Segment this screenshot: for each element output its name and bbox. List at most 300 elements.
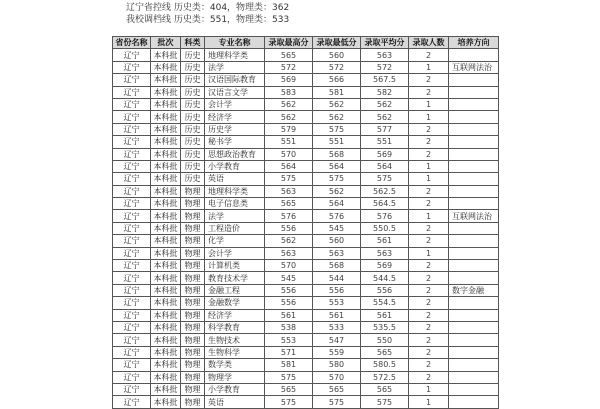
min-score-cell: 562 [313,185,361,197]
subject-cell: 历史 [181,123,205,135]
direction-cell [449,371,499,383]
direction-cell [449,74,499,86]
min-score-cell: 544 [313,272,361,284]
subject-cell: 历史 [181,98,205,110]
subject-cell: 历史 [181,111,205,123]
min-score-cell: 580 [313,359,361,371]
count-cell: 2 [409,49,449,61]
major-cell: 英语 [205,173,265,185]
avg-score-cell: 556 [361,284,409,296]
direction-cell [449,185,499,197]
direction-cell [449,272,499,284]
min-score-cell: 533 [313,321,361,333]
major-cell: 秘书学 [205,136,265,148]
avg-score-cell: 554.5 [361,297,409,309]
batch-cell: 本科批 [151,297,181,309]
subject-cell: 物理 [181,198,205,210]
max-score-cell: 563 [265,247,313,259]
batch-cell: 本科批 [151,111,181,123]
subject-cell: 历史 [181,74,205,86]
count-cell: 1 [409,383,449,395]
province-cell: 辽宁 [113,185,151,197]
table-row [113,359,499,371]
avg-score-cell: 563 [361,247,409,259]
avg-score-cell: 562 [361,111,409,123]
max-score-cell: 556 [265,297,313,309]
major-cell: 金融数学 [205,297,265,309]
batch-cell: 本科批 [151,185,181,197]
avg-score-cell: 569 [361,148,409,160]
batch-cell: 本科批 [151,74,181,86]
min-score-cell: 581 [313,86,361,98]
count-cell: 2 [409,371,449,383]
table-row [113,74,499,86]
count-cell: 1 [409,396,449,408]
batch-cell: 本科批 [151,383,181,395]
batch-cell: 本科批 [151,160,181,172]
min-score-cell: 559 [313,346,361,358]
subject-cell: 物理 [181,247,205,259]
subject-cell: 历史 [181,136,205,148]
major-cell: 汉语言文学 [205,86,265,98]
avg-score-cell: 572 [361,61,409,73]
province-cell: 辽宁 [113,346,151,358]
province-cell: 辽宁 [113,371,151,383]
direction-cell [449,309,499,321]
max-score-cell: 556 [265,284,313,296]
major-cell: 小学教育 [205,160,265,172]
count-header: 录取人数 [409,37,449,49]
min-score-cell: 576 [313,210,361,222]
max-score-cell: 545 [265,272,313,284]
batch-cell: 本科批 [151,210,181,222]
min-score-cell: 565 [313,383,361,395]
table-row [113,123,499,135]
count-cell: 2 [409,74,449,86]
count-cell: 2 [409,297,449,309]
min-score-cell: 564 [313,198,361,210]
direction-cell [449,136,499,148]
batch-cell: 本科批 [151,371,181,383]
major-cell: 会计学 [205,247,265,259]
table-row [113,86,499,98]
province-cell: 辽宁 [113,297,151,309]
avg-score-cell: 544.5 [361,272,409,284]
max-score-cell: 565 [265,198,313,210]
subject-cell: 物理 [181,210,205,222]
major-cell: 英语 [205,396,265,408]
min-score-cell: 575 [313,396,361,408]
min-score-cell: 575 [313,123,361,135]
count-cell: 2 [409,123,449,135]
batch-cell: 本科批 [151,309,181,321]
subject-cell: 物理 [181,334,205,346]
max-score-cell: 564 [265,160,313,172]
major-header: 专业名称 [205,37,265,49]
count-cell: 1 [409,98,449,110]
batch-cell: 本科批 [151,272,181,284]
table-row [113,284,499,296]
direction-cell [449,111,499,123]
max-score-cell: 551 [265,136,313,148]
avg-score-cell: 567.5 [361,74,409,86]
subject-cell: 物理 [181,284,205,296]
direction-cell [449,123,499,135]
table-row [113,198,499,210]
direction-cell [449,247,499,259]
province-cell: 辽宁 [113,235,151,247]
batch-cell: 本科批 [151,235,181,247]
direction-cell [449,346,499,358]
batch-cell: 本科批 [151,61,181,73]
avg-score-cell: 550.5 [361,222,409,234]
direction-cell [449,396,499,408]
province-cell: 辽宁 [113,321,151,333]
table-row [113,49,499,61]
min-score-cell: 563 [313,247,361,259]
avg-score-cell: 550 [361,334,409,346]
subject-cell: 物理 [181,346,205,358]
province-cell: 辽宁 [113,210,151,222]
table-row [113,334,499,346]
batch-cell: 本科批 [151,284,181,296]
avg-score-cell: 572.5 [361,371,409,383]
province-cell: 辽宁 [113,198,151,210]
count-cell: 2 [409,346,449,358]
subject-cell: 物理 [181,222,205,234]
subject-cell: 物理 [181,371,205,383]
count-cell: 1 [409,111,449,123]
province-cell: 辽宁 [113,148,151,160]
batch-cell: 本科批 [151,260,181,272]
subject-cell: 历史 [181,86,205,98]
avg-score-cell: 551 [361,136,409,148]
table-body [113,49,499,408]
batch-header: 批次 [151,37,181,49]
province-cell: 辽宁 [113,136,151,148]
max-score-cell: 575 [265,371,313,383]
count-cell: 1 [409,61,449,73]
avg-score-cell: 575 [361,173,409,185]
count-cell: 2 [409,235,449,247]
admission-score-table [112,36,499,409]
subject-cell: 历史 [181,61,205,73]
table-row [113,272,499,284]
table-row [113,222,499,234]
subject-cell: 物理 [181,396,205,408]
max-score-cell: 538 [265,321,313,333]
count-cell: 2 [409,309,449,321]
count-cell: 2 [409,359,449,371]
subject-cell: 物理 [181,321,205,333]
batch-cell: 本科批 [151,396,181,408]
table-row [113,173,499,185]
avg-score-cell: 569 [361,260,409,272]
count-cell: 2 [409,334,449,346]
major-cell: 生物技术 [205,334,265,346]
min-score-cell: 566 [313,74,361,86]
max-score-cell: 569 [265,74,313,86]
major-cell: 科学教育 [205,321,265,333]
province-cell: 辽宁 [113,49,151,61]
max-score-cell: 553 [265,334,313,346]
max-score-cell: 563 [265,185,313,197]
table-header-row [113,37,499,49]
major-cell: 汉语国际教育 [205,74,265,86]
min-score-cell: 562 [313,98,361,110]
count-cell: 2 [409,284,449,296]
min-score-cell: 551 [313,136,361,148]
province-cell: 辽宁 [113,173,151,185]
avg-score-header: 录取平均分 [361,37,409,49]
min-score-cell: 560 [313,49,361,61]
max-score-cell: 561 [265,309,313,321]
avg-score-cell: 565 [361,346,409,358]
count-cell: 2 [409,222,449,234]
min-score-cell: 545 [313,222,361,234]
batch-cell: 本科批 [151,98,181,110]
batch-cell: 本科批 [151,136,181,148]
table-row [113,321,499,333]
max-score-cell: 565 [265,383,313,395]
min-score-cell: 575 [313,173,361,185]
count-cell: 1 [409,173,449,185]
province-cell: 辽宁 [113,383,151,395]
major-cell: 生物科学 [205,346,265,358]
table-row [113,371,499,383]
min-score-header: 录取最低分 [313,37,361,49]
min-score-cell: 568 [313,260,361,272]
max-score-cell: 571 [265,346,313,358]
subject-cell: 历史 [181,148,205,160]
max-score-cell: 556 [265,222,313,234]
min-score-cell: 553 [313,297,361,309]
count-cell: 2 [409,185,449,197]
subject-cell: 物理 [181,359,205,371]
avg-score-cell: 562 [361,98,409,110]
batch-cell: 本科批 [151,173,181,185]
avg-score-cell: 564.5 [361,198,409,210]
direction-cell [449,334,499,346]
max-score-cell: 575 [265,396,313,408]
direction-cell: 数字金融 [449,284,499,296]
major-cell: 化学 [205,235,265,247]
major-cell: 思想政治教育 [205,148,265,160]
table-row [113,148,499,160]
batch-cell: 本科批 [151,359,181,371]
batch-cell: 本科批 [151,123,181,135]
province-cell: 辽宁 [113,260,151,272]
direction-cell [449,173,499,185]
batch-cell: 本科批 [151,247,181,259]
subject-cell: 物理 [181,235,205,247]
max-score-cell: 565 [265,49,313,61]
count-cell: 2 [409,321,449,333]
table-row [113,185,499,197]
table-row [113,383,499,395]
count-cell: 2 [409,86,449,98]
avg-score-cell: 582 [361,86,409,98]
major-cell: 历史学 [205,123,265,135]
subject-cell: 物理 [181,185,205,197]
max-score-cell: 570 [265,148,313,160]
major-cell: 工程造价 [205,222,265,234]
major-cell: 电子信息类 [205,198,265,210]
direction-cell [449,198,499,210]
direction-cell [449,148,499,160]
avg-score-cell: 575 [361,396,409,408]
avg-score-cell: 564 [361,160,409,172]
major-cell: 经济学 [205,111,265,123]
min-score-cell: 561 [313,309,361,321]
major-cell: 经济学 [205,309,265,321]
count-cell: 2 [409,260,449,272]
batch-cell: 本科批 [151,148,181,160]
province-cell: 辽宁 [113,359,151,371]
table-row [113,98,499,110]
major-cell: 金融工程 [205,284,265,296]
direction-cell [449,297,499,309]
major-cell: 会计学 [205,98,265,110]
major-cell: 法学 [205,61,265,73]
direction-cell [449,49,499,61]
count-cell: 2 [409,148,449,160]
avg-score-cell: 580.5 [361,359,409,371]
max-score-cell: 576 [265,210,313,222]
school-admission-line: 我校调档线 历史类：551，物理类：533 [126,15,290,25]
major-cell: 数学类 [205,359,265,371]
count-cell: 2 [409,272,449,284]
province-cell: 辽宁 [113,309,151,321]
batch-cell: 本科批 [151,346,181,358]
count-cell: 1 [409,210,449,222]
avg-score-cell: 535.5 [361,321,409,333]
direction-cell: 互联网法治 [449,61,499,73]
table-row [113,160,499,172]
direction-cell [449,160,499,172]
avg-score-cell: 561 [361,235,409,247]
province-cell: 辽宁 [113,61,151,73]
major-cell: 小学教育 [205,383,265,395]
table-row [113,136,499,148]
count-cell: 2 [409,136,449,148]
table-row [113,260,499,272]
count-cell: 1 [409,247,449,259]
subject-cell: 物理 [181,272,205,284]
major-cell: 计算机类 [205,260,265,272]
province-cell: 辽宁 [113,272,151,284]
direction-header: 培养方向 [449,37,499,49]
max-score-cell: 562 [265,235,313,247]
subject-header: 科类 [181,37,205,49]
subject-cell: 物理 [181,309,205,321]
direction-cell [449,383,499,395]
batch-cell: 本科批 [151,222,181,234]
score-line-notes [126,2,289,26]
province-cell: 辽宁 [113,123,151,135]
province-cell: 辽宁 [113,111,151,123]
batch-cell: 本科批 [151,49,181,61]
province-header: 省份名称 [113,37,151,49]
direction-cell [449,86,499,98]
province-cell: 辽宁 [113,247,151,259]
max-score-cell: 579 [265,123,313,135]
table-row [113,396,499,408]
major-cell: 教育技术学 [205,272,265,284]
major-cell: 物理学 [205,371,265,383]
province-cell: 辽宁 [113,160,151,172]
table-row [113,210,499,222]
direction-cell [449,260,499,272]
min-score-cell: 570 [313,371,361,383]
max-score-cell: 583 [265,86,313,98]
major-cell: 地理科学类 [205,49,265,61]
subject-cell: 物理 [181,297,205,309]
province-cell: 辽宁 [113,334,151,346]
avg-score-cell: 576 [361,210,409,222]
subject-cell: 历史 [181,49,205,61]
major-cell: 地理科学类 [205,185,265,197]
max-score-header: 录取最高分 [265,37,313,49]
batch-cell: 本科批 [151,334,181,346]
max-score-cell: 570 [265,260,313,272]
subject-cell: 历史 [181,173,205,185]
max-score-cell: 572 [265,61,313,73]
min-score-cell: 560 [313,235,361,247]
province-cell: 辽宁 [113,222,151,234]
min-score-cell: 547 [313,334,361,346]
avg-score-cell: 562.5 [361,185,409,197]
max-score-cell: 575 [265,173,313,185]
max-score-cell: 562 [265,98,313,110]
max-score-cell: 581 [265,359,313,371]
min-score-cell: 556 [313,284,361,296]
min-score-cell: 572 [313,61,361,73]
max-score-cell: 562 [265,111,313,123]
min-score-cell: 562 [313,111,361,123]
province-cell: 辽宁 [113,86,151,98]
avg-score-cell: 577 [361,123,409,135]
direction-cell [449,235,499,247]
direction-cell [449,222,499,234]
count-cell: 1 [409,160,449,172]
direction-cell [449,98,499,110]
major-cell: 法学 [205,210,265,222]
subject-cell: 物理 [181,260,205,272]
direction-cell [449,359,499,371]
table-row [113,247,499,259]
batch-cell: 本科批 [151,321,181,333]
table-row [113,235,499,247]
province-control-line: 辽宁省控线 历史类：404，物理类：362 [126,3,290,13]
min-score-cell: 568 [313,148,361,160]
table-row [113,111,499,123]
avg-score-cell: 563 [361,49,409,61]
avg-score-cell: 561 [361,309,409,321]
batch-cell: 本科批 [151,198,181,210]
min-score-cell: 564 [313,160,361,172]
direction-cell [449,321,499,333]
direction-cell: 互联网法治 [449,210,499,222]
avg-score-cell: 565 [361,383,409,395]
batch-cell: 本科批 [151,86,181,98]
table-row [113,346,499,358]
table-row [113,297,499,309]
subject-cell: 历史 [181,160,205,172]
count-cell: 2 [409,198,449,210]
province-cell: 辽宁 [113,98,151,110]
table-row [113,309,499,321]
